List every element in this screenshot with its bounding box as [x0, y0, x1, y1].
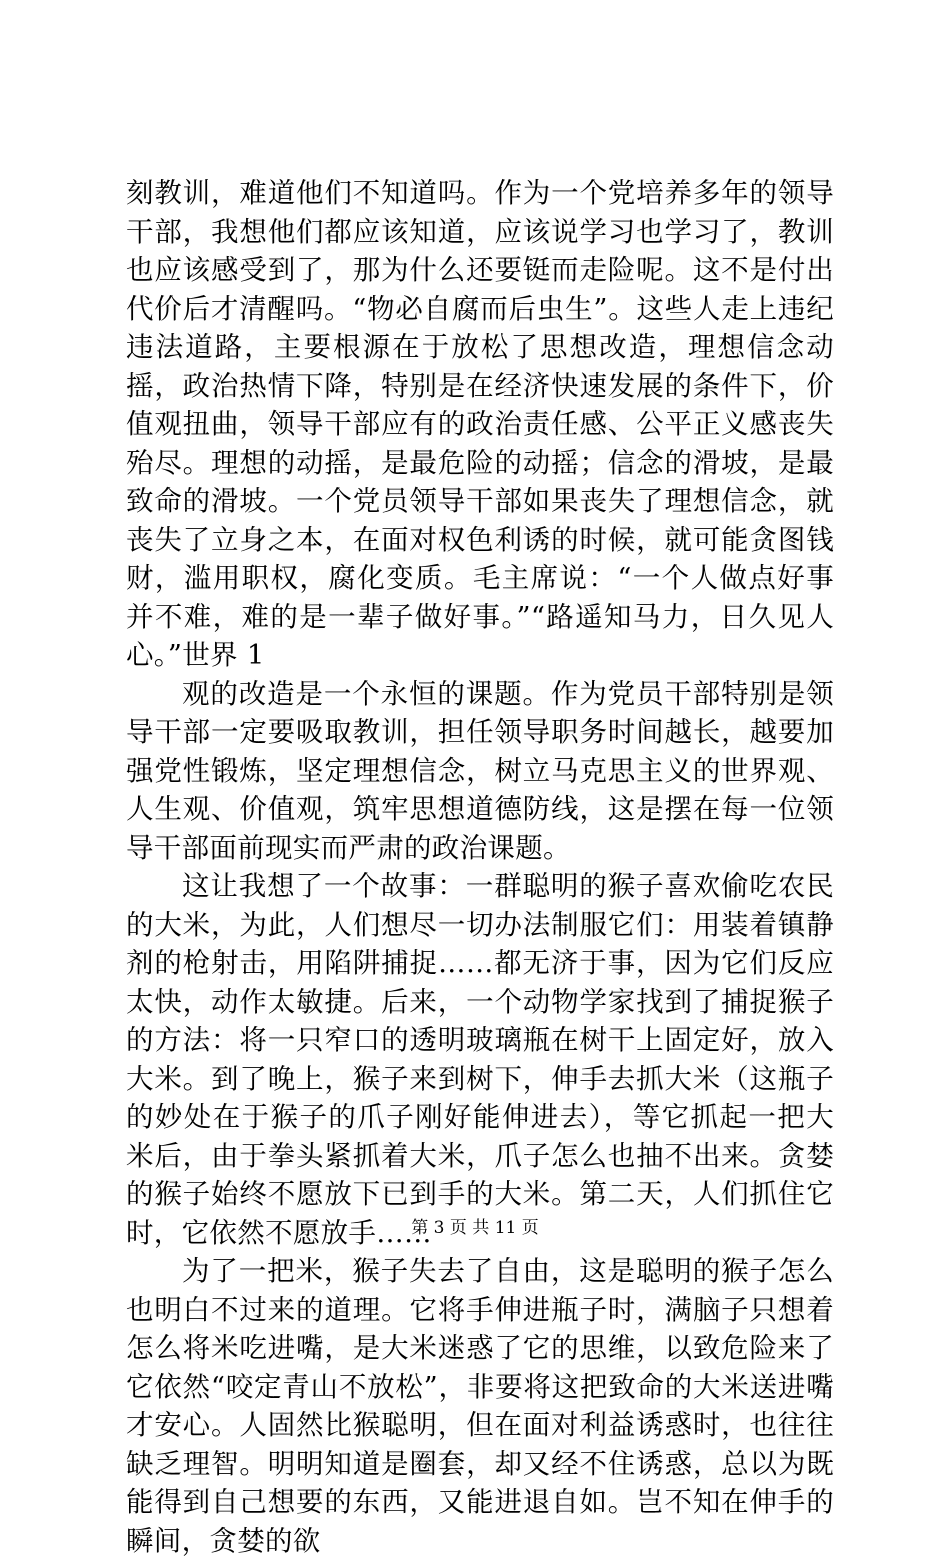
body-text [126, 174, 834, 1560]
paragraph-4: 为了一把米，猴子失去了自由，这是聪明的猴子怎么也明白不过来的道理。它将手伸进瓶子时，满脑子只想着怎么将米吃进嘴，是大米迷惑了它的思维，以致危险来了它依然“咬定青山不放松”，非要将这把致命的大米送进嘴才安心。人固然比猴聪明，但在面对利益诱惑时，也往往缺乏理智。明明知道是圈套，却又经不住诱惑，总以为既能得到自己想要的东西，又能进退自如。岂不知在伸手的瞬间，贪婪的欲 [126, 1255, 834, 1557]
paragraph-3: 这让我想了一个故事：一群聪明的猴子喜欢偷吃农民的大米，为此，人们想尽一切办法制服它们：用装着镇静剂的枪射击，用陷阱捕捉……都无济于事，因为它们反应太快，动作太敏捷。后来，一个动物学家找到了捕捉猴子的方法：将一只窄口的透明玻璃瓶在树干上固定好，放入大米。到了晚上，猴子来到树下，伸手去抓大米（这瓶子的妙处在于猴子的爪子刚好能伸进去），等它抓起一把大米后，由于拳头紧抓着大米，爪子怎么也抽不出来。贪婪的猴子始终不愿放下已到手的大米。第二天，人们抓住它时，它依然不愿放手…… [126, 870, 834, 1249]
page-footer: 第 3 页 共 11 页 [411, 1218, 539, 1238]
paragraph-2: 观的改造是一个永恒的课题。作为党员干部特别是领导干部一定要吸取教训，担任领导职务时间越长，越要加强党性锻炼，坚定理想信念，树立马克思主义的世界观、人生观、价值观，筑牢思想道德防线，这是摆在每一位领导干部面前现实而严肃的政治课题。 [126, 677, 834, 864]
paragraph-1: 刻教训，难道他们不知道吗。作为一个党培养多年的领导干部，我想他们都应该知道，应该说学习也学习了，教训也应该感受到了，那为什么还要铤而走险呢。这不是付出代价后才清醒吗。“物必自腐而后虫生”。这些人走上违纪违法道路，主要根源在于放松了思想改造，理想信念动摇，政治热情下降，特别是在经济快速发展的条件下，价值观扭曲，领导干部应有的政治责任感、公平正义感丧失殆尽。理想的动摇，是最危险的动摇；信念的滑坡，是最致命的滑坡。一个党员领导干部如果丧失了理想信念，就丧失了立身之本，在面对权色利诱的时候，就可能贪图钱财，滥用职权，腐化变质。毛主席说：“一个人做点好事并不难，难的是一辈子做好事。”“路遥知马力，日久见人心。”世界 1 [126, 177, 834, 671]
